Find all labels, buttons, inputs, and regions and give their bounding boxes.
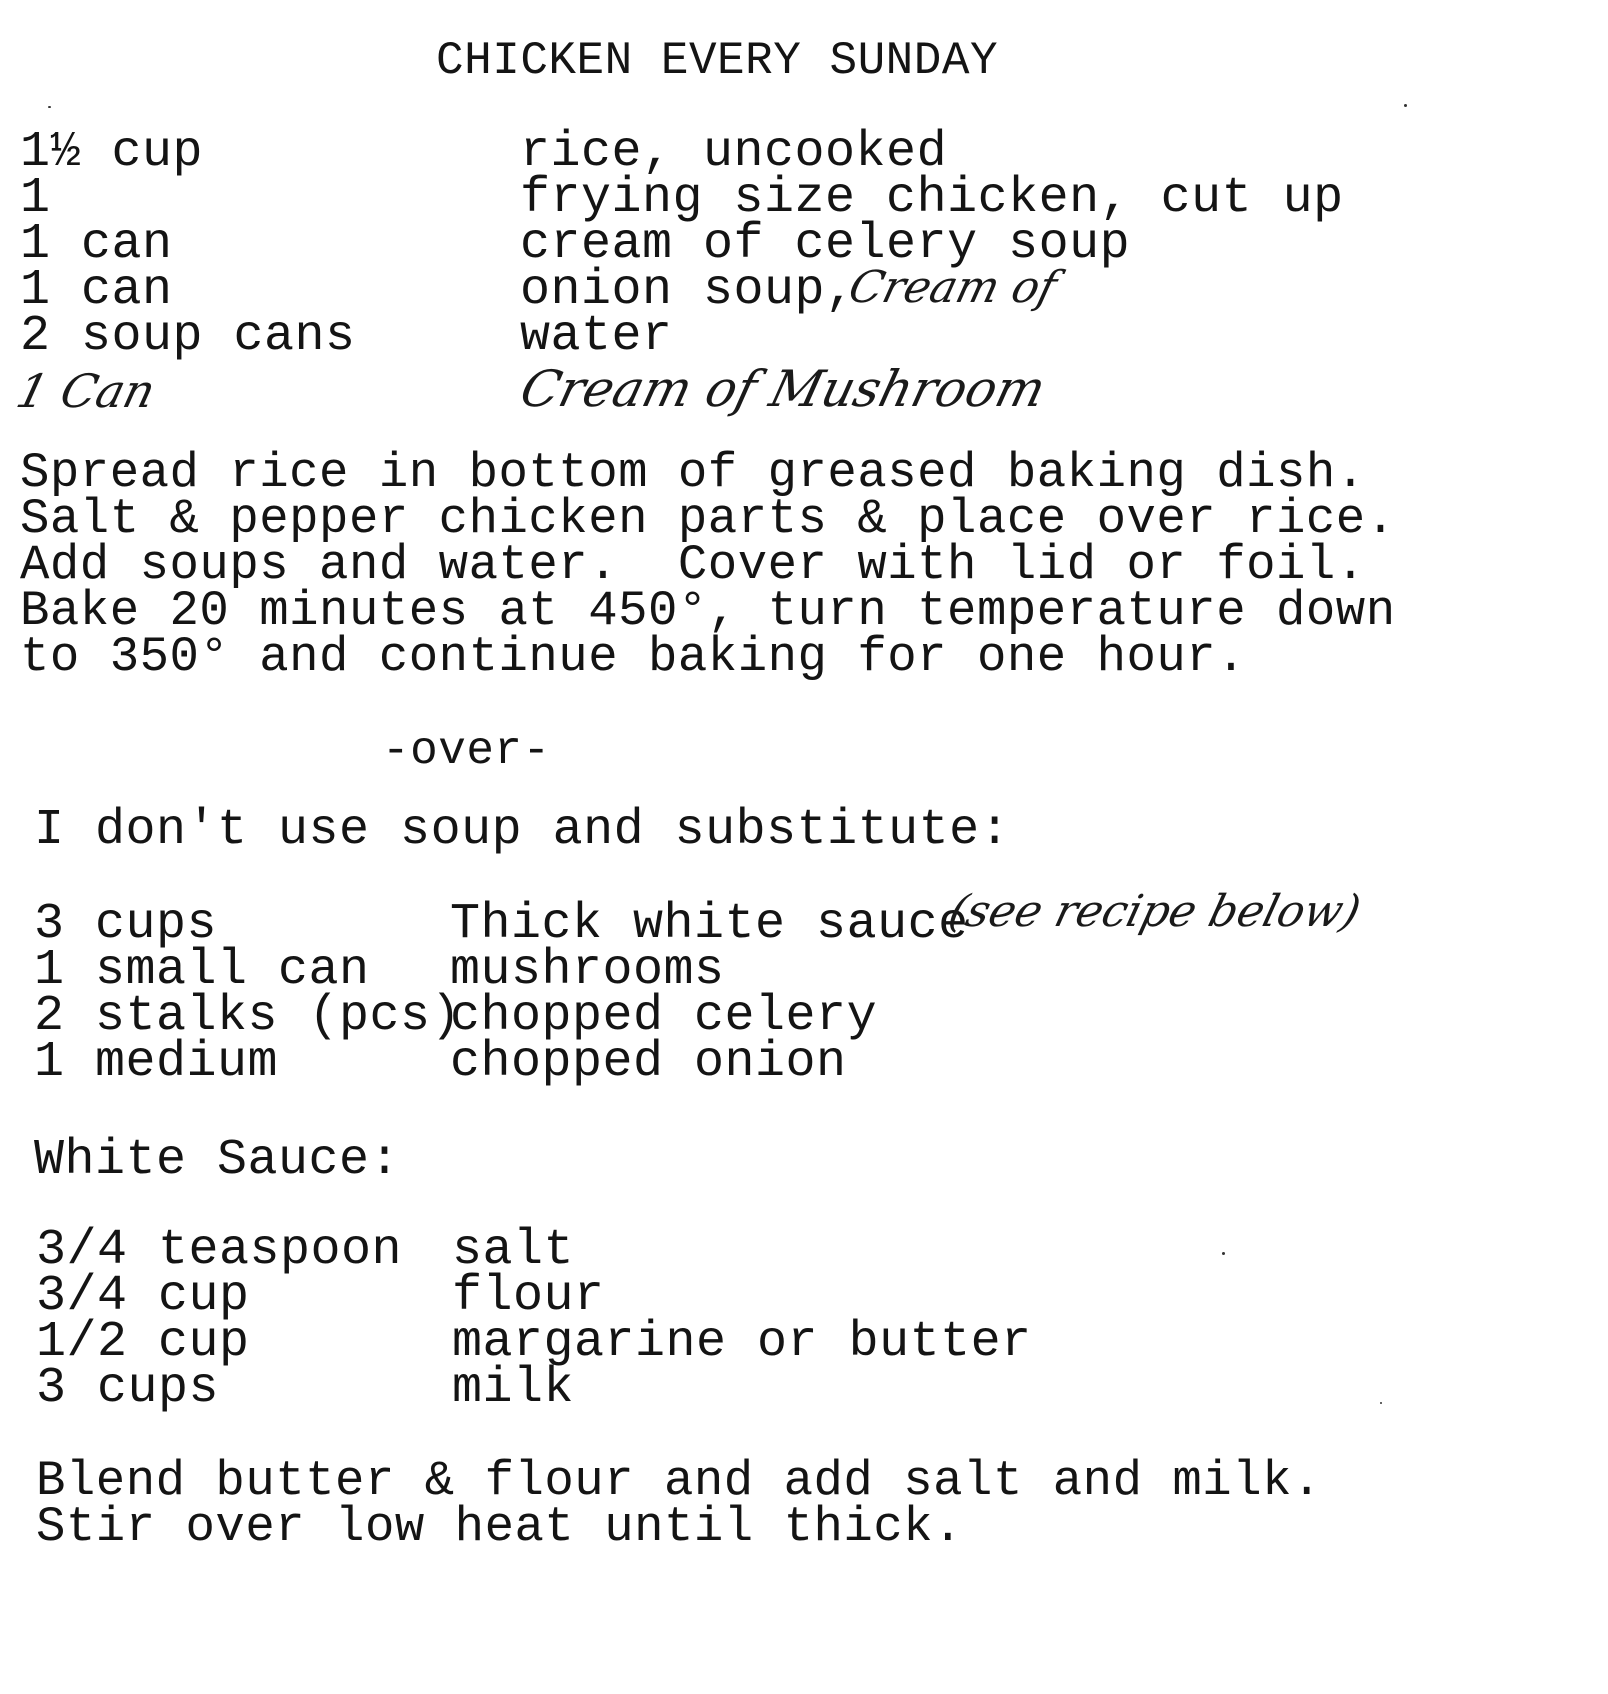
- substitute-qty: 1 small can: [34, 942, 370, 999]
- white-sauce-qty: 3/4 teaspoon: [36, 1222, 403, 1279]
- ingredient-item: frying size chicken, cut up: [520, 170, 1344, 227]
- ingredient-item: water: [520, 308, 673, 365]
- instruction-line: Add soups and water. Cover with lid or foil.: [20, 537, 1366, 593]
- substitute-qty: 1 medium: [34, 1034, 279, 1091]
- over-marker: -over-: [382, 725, 551, 777]
- handwritten-extra-qty: 1 Can: [11, 364, 161, 418]
- instruction-line: to 350° and continue baking for one hour.: [20, 629, 1247, 685]
- substitute-item: Thick white sauce: [450, 896, 969, 953]
- ingredient-item: cream of celery soup: [520, 216, 1131, 273]
- scan-speck: [48, 106, 51, 108]
- white-sauce-qty: 3/4 cup: [36, 1268, 250, 1325]
- white-sauce-qty: 1/2 cup: [36, 1314, 250, 1371]
- ingredient-qty: 2 soup cans: [20, 308, 356, 365]
- ingredient-qty: 1 can: [20, 262, 173, 319]
- handwritten-onion-note: Cream of: [843, 262, 1062, 313]
- substitute-qty: 3 cups: [34, 896, 218, 953]
- white-sauce-heading: White Sauce:: [34, 1132, 401, 1189]
- final-instruction-line: Stir over low heat until thick.: [36, 1499, 964, 1555]
- white-sauce-item: salt: [452, 1222, 575, 1279]
- substitute-qty: 2 stalks (pcs): [34, 988, 462, 1045]
- instruction-line: Bake 20 minutes at 450°, turn temperature down: [20, 583, 1396, 639]
- instruction-line: Spread rice in bottom of greased baking dish.: [20, 445, 1366, 501]
- substitute-item: mushrooms: [450, 942, 725, 999]
- ingredient-qty: 1: [20, 170, 51, 227]
- scan-speck: [1222, 1252, 1225, 1255]
- instruction-line: Salt & pepper chicken parts & place over rice.: [20, 491, 1396, 547]
- handwritten-sauce-note: (see recipe below): [943, 886, 1366, 937]
- recipe-title: CHICKEN EVERY SUNDAY: [436, 35, 999, 87]
- ingredient-qty: 1 can: [20, 216, 173, 273]
- white-sauce-item: flour: [452, 1268, 605, 1325]
- white-sauce-item: margarine or butter: [452, 1314, 1032, 1371]
- ingredient-item: rice, uncooked: [520, 124, 948, 181]
- ingredient-item: onion soup,: [520, 262, 856, 319]
- white-sauce-qty: 3 cups: [36, 1360, 220, 1417]
- white-sauce-item: milk: [452, 1360, 575, 1417]
- substitute-item: chopped celery: [450, 988, 878, 1045]
- substitute-intro: I don't use soup and substitute:: [34, 802, 1011, 859]
- handwritten-extra-item: Cream of Mushroom: [514, 360, 1052, 418]
- substitute-item: chopped onion: [450, 1034, 847, 1091]
- scan-speck: [1404, 104, 1407, 107]
- scan-speck: [1380, 1402, 1382, 1404]
- final-instruction-line: Blend butter & flour and add salt and milk.: [36, 1453, 1322, 1509]
- ingredient-qty: 1½ cup: [20, 124, 204, 181]
